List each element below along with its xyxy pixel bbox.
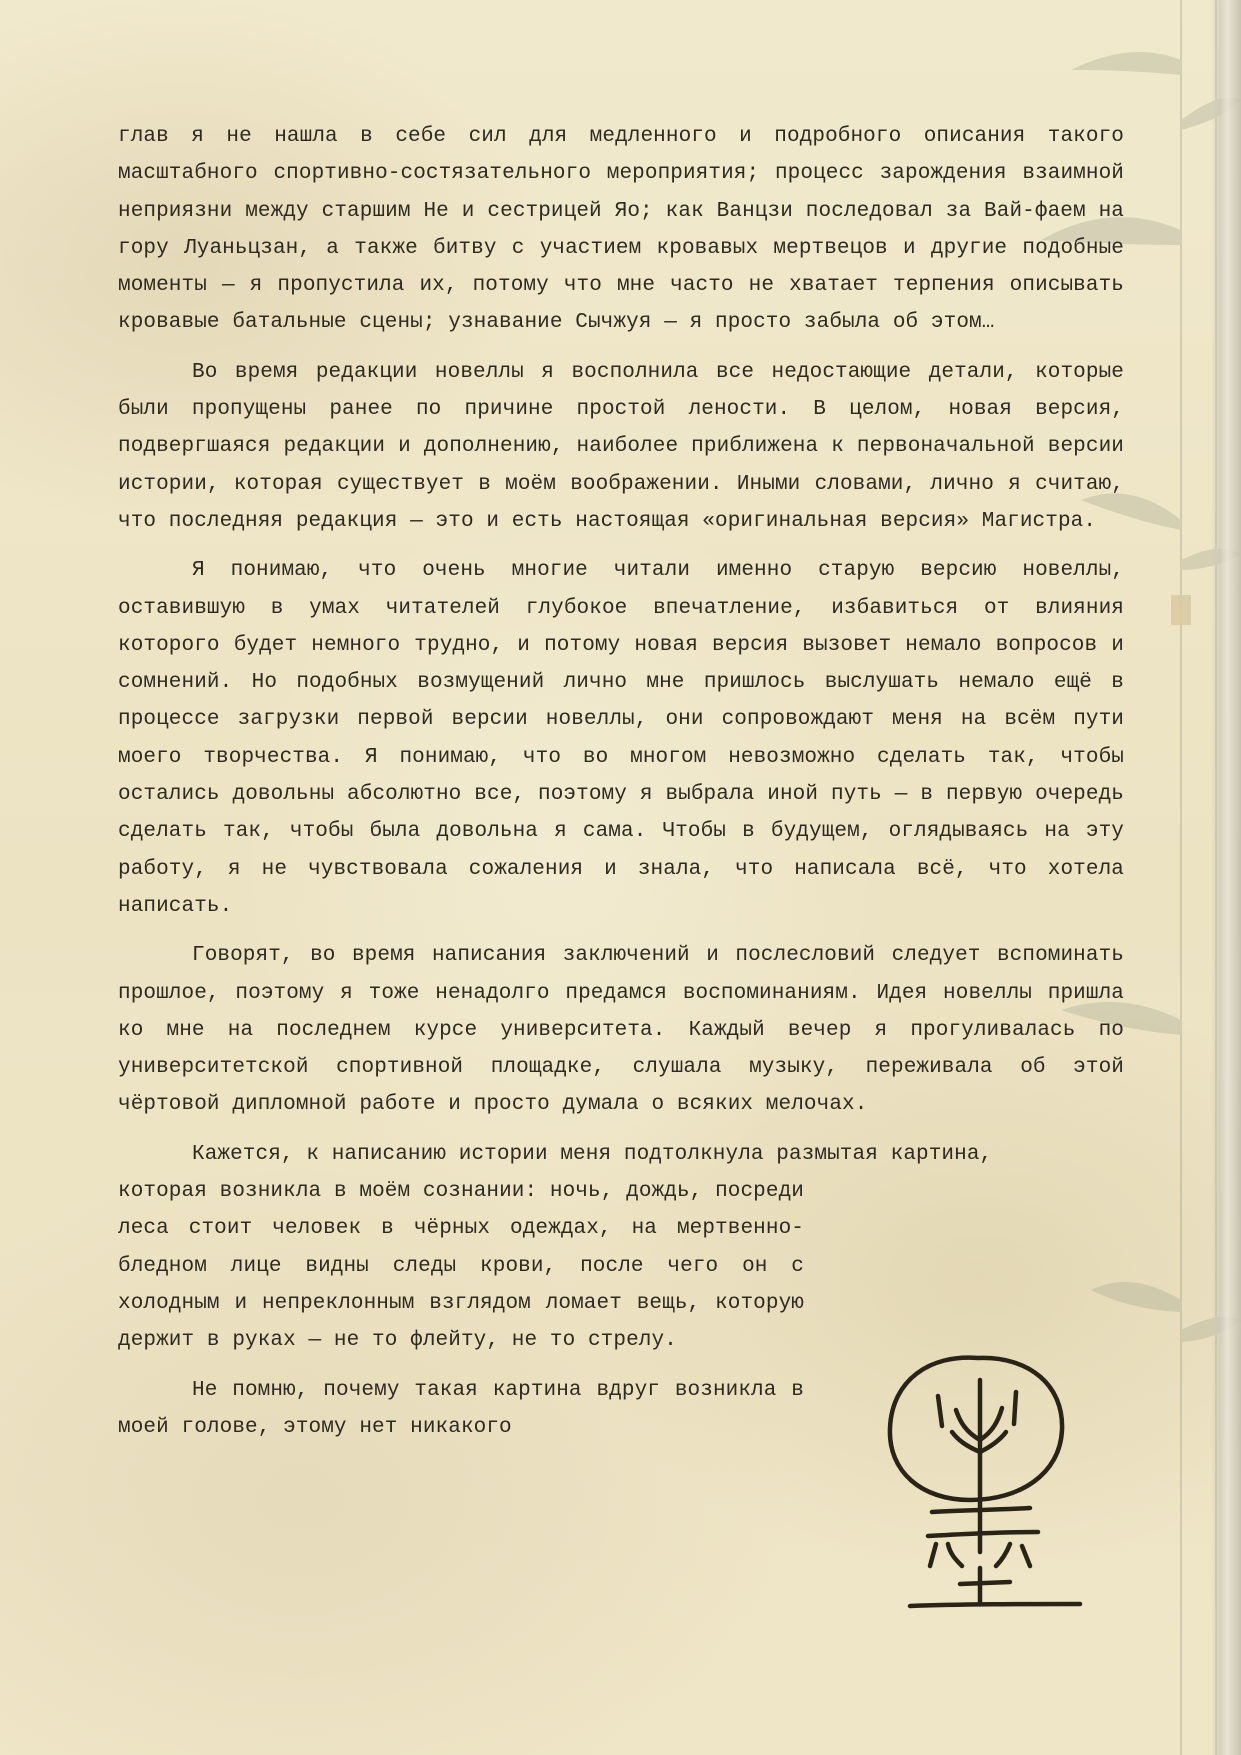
paragraph: глав я не нашла в себе сил для медленного и подробного описания такого масштабного спортивно-состязательного мероприятия; процесс зарождения взаимной неприязни между старшим Не и сестрицей Яо; как Ванцзи последовал за Вай-фаем на гору Луаньцзан, а также битву с участием кровавых мертвецов и другие подобные моменты — я пропустила их, потому что мне часто не хватает терпения описывать кровавые батальные сцены; узнавание Сычжуя — я просто забыла об этом… — [118, 125, 1124, 335]
paragraph: Говорят, во время написания заключений и послесловий следует вспоминать прошлое, поэтому я тоже ненадолго предамся воспоминаниям. Идея новеллы пришла ко мне на последнем курсе университета. Каждый вечер я прогуливалась по университетской спортивной площадке, слушала музыку, переживала об этой чёртовой дипломной работе и просто думала о всяких мелочах. — [118, 944, 1124, 1117]
page-edge — [1211, 0, 1241, 1755]
paragraph: Я понимаю, что очень многие читали именно старую версию новеллы, оставившую в умах читателей глубокое впечатление, избавиться от влияния которого будет немного трудно, и потому новая версия вызовет немало вопросов и сомнений. Но подобных возмущений лично мне пришлось выслушать немало ещё в процессе загрузки первой версии новеллы, они сопровождают меня на всём пути моего творчества. Я понимаю, что во многом невозможно сделать так, чтобы остались довольны абсолютно все, поэтому я выбрала иной путь — в первую очередь сделать так, чтобы была довольна я сама. Чтобы в будущем, оглядываясь на эту работу, я не чувствовала сожаления и знала, что написала всё, что хотела написать. — [118, 559, 1124, 918]
paragraph: Кажется, к написанию истории меня подтолкнула размытая картина, — [192, 1142, 993, 1166]
document-body — [118, 118, 1124, 1446]
paragraph: Во время редакции новеллы я восполнила все недостающие детали, которые были пропущены ранее по причине простой лености. В целом, новая версия, подвергшаяся редакции и дополнению, наиболее приближена к первоначальной версии истории, которая существует в моём воображении. Иными словами, лично я считаю, что последняя редакция — это и есть настоящая «оригинальная версия» Магистра. — [118, 360, 1124, 533]
paragraph: Не помню, почему такая картина вдруг возникла в моей голове, этому нет никакого — [118, 1378, 804, 1439]
author-signature-drawing — [870, 1340, 1110, 1620]
paragraph: которая возникла в моём сознании: ночь, дождь, посреди леса стоит человек в чёрных одеждах, на мертвенно-бледном лице видны следы крови, после чего он с холодным и непреклонным взглядом ломает вещь, которую держит в руках — не то флейту, не то стрелу. — [118, 1180, 804, 1353]
